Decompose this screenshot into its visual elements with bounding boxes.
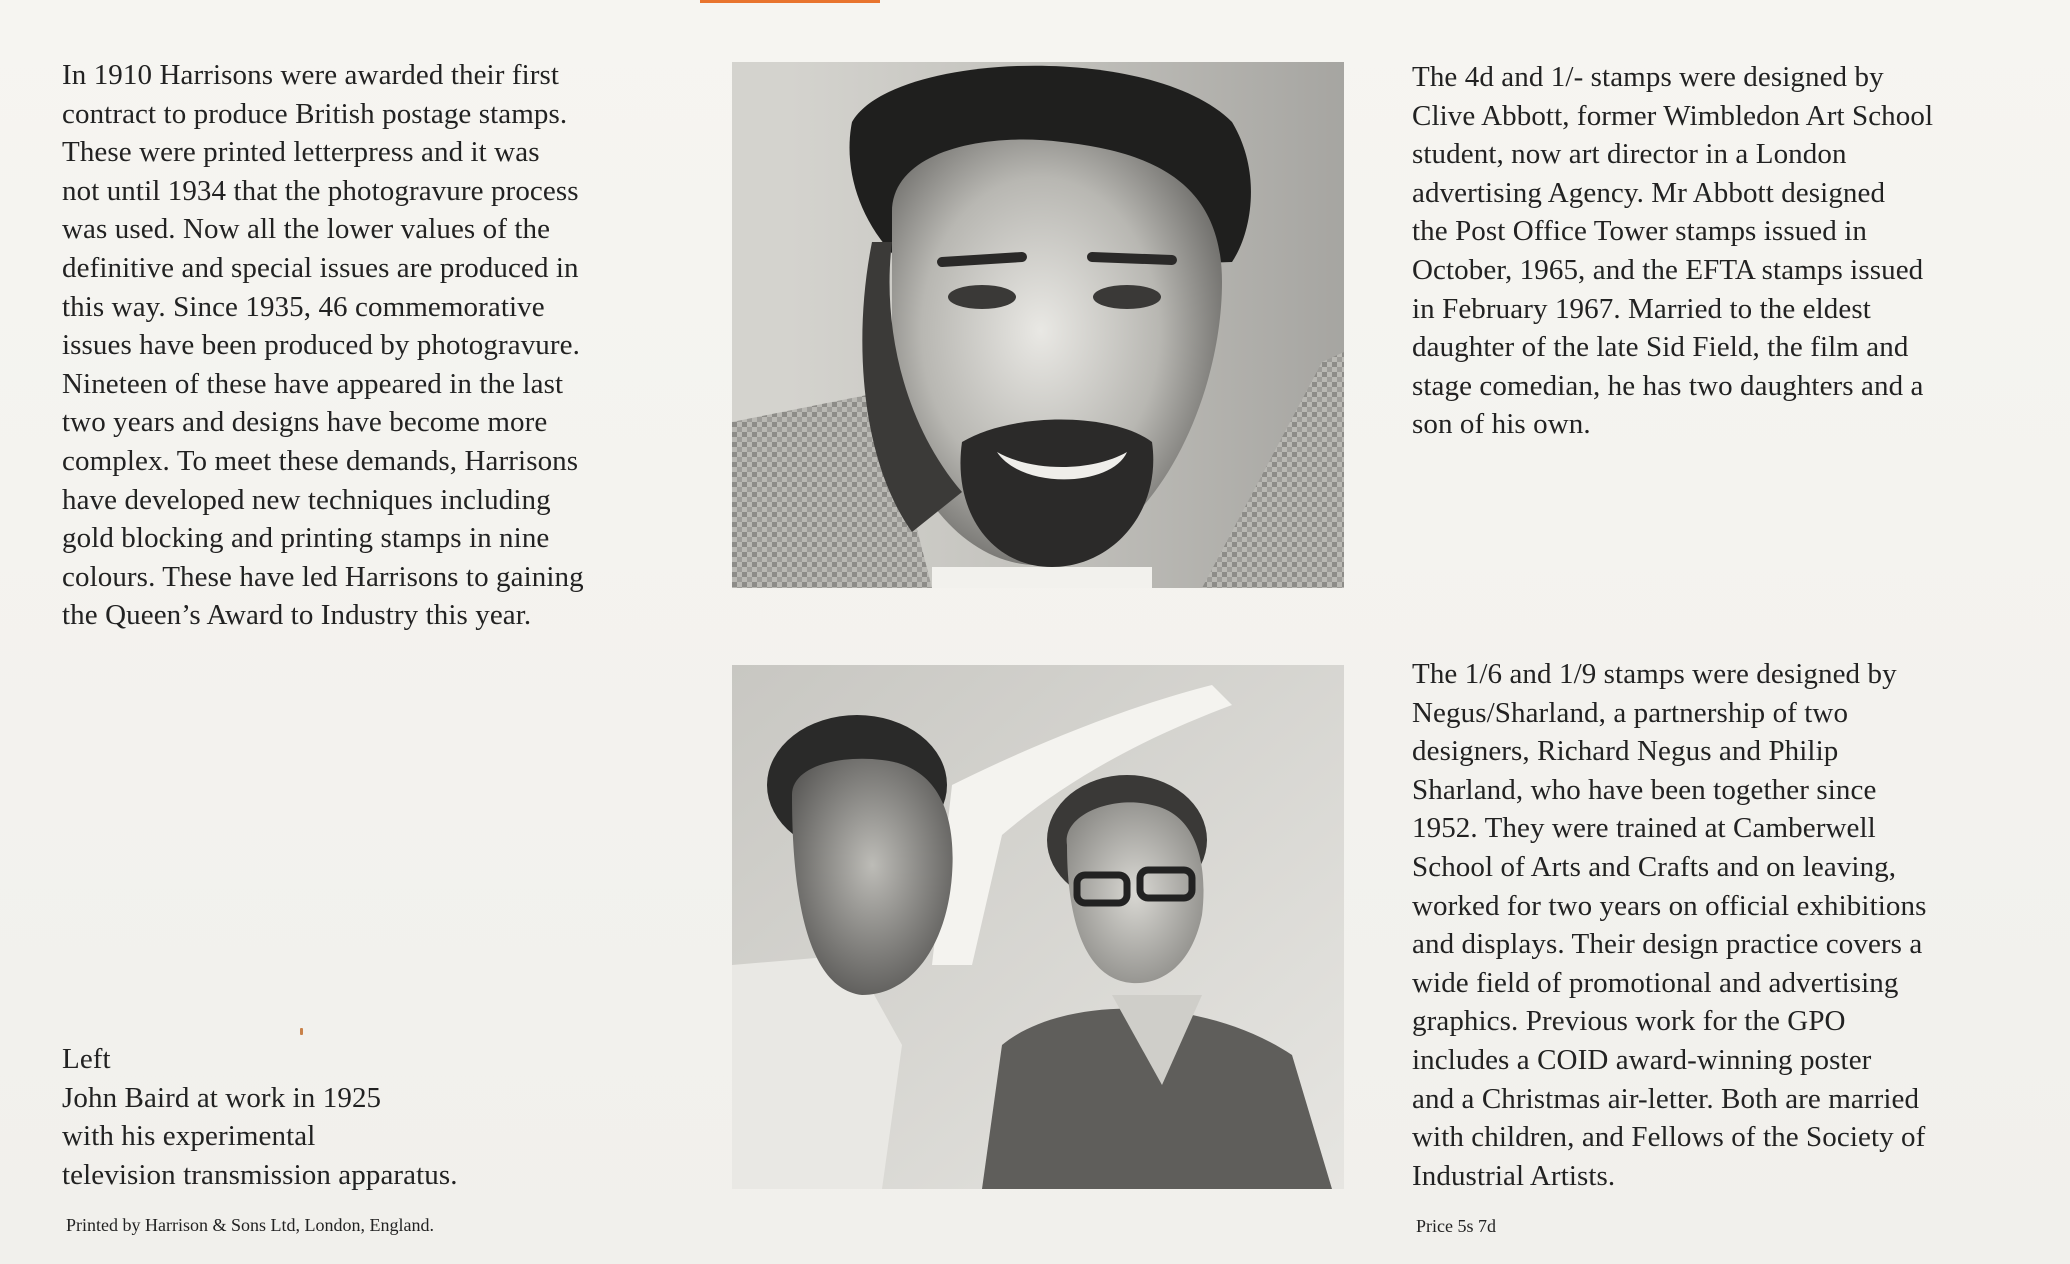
printer-credit: Printed by Harrison & Sons Ltd, London, England. bbox=[66, 1215, 434, 1235]
clive-abbott-paragraph: The 4d and 1/- stamps were designed by Clive Abbott, former Wimbledon Art School student, now art director in a London advertising Agency. Mr Abbott designed the Post Office Tower stamps issued in October, 1965, and the EFTA stamps issued in February 1967. Married to the eldest daughter of the late Sid Field, the film and stage comedian, he has two daughters and a son of his own. bbox=[1412, 61, 1934, 441]
price-label: Price 5s 7d bbox=[1416, 1216, 1496, 1236]
clive-abbott-portrait-photo bbox=[732, 62, 1344, 588]
negus-sharland-photo bbox=[732, 665, 1344, 1189]
harrisons-history-paragraph: In 1910 Harrisons were awarded their first contract to produce British postage stamps. These were printed letterpress and it was not until 1934 that the photogravure process was used. Now all the lower values of the definitive and special issues are produced in this way. Since 1935, 46 commemorative issues have been produced by photogravure. Nineteen of these have appeared in the last two years and designs have become more complex. To meet these demands, Harrisons have developed new techniques including gold blocking and printing stamps in nine colours. These have led Harrisons to gaining the Queen’s Award to Industry this year. bbox=[62, 59, 584, 632]
john-baird-caption: Left John Baird at work in 1925 with his experimental television transmission apparatus. bbox=[62, 1043, 458, 1191]
paper-speck bbox=[300, 1028, 303, 1035]
negus-sharland-paragraph: The 1/6 and 1/9 stamps were designed by Negus/Sharland, a partnership of two designers, Richard Negus and Philip Sharland, who have been together since 1952. They were trained at Camberwell School of Arts and Crafts and on leaving, worked for two years on official exhibitions and displays. Their design practice covers a wide field of promotional and advertising graphics. Previous work for the GPO includes a COID award-winning poster and a Christmas air-letter. Both are married with children, and Fellows of the Society of Industrial Artists. bbox=[1412, 658, 1927, 1192]
top-edge-mark bbox=[700, 0, 880, 3]
